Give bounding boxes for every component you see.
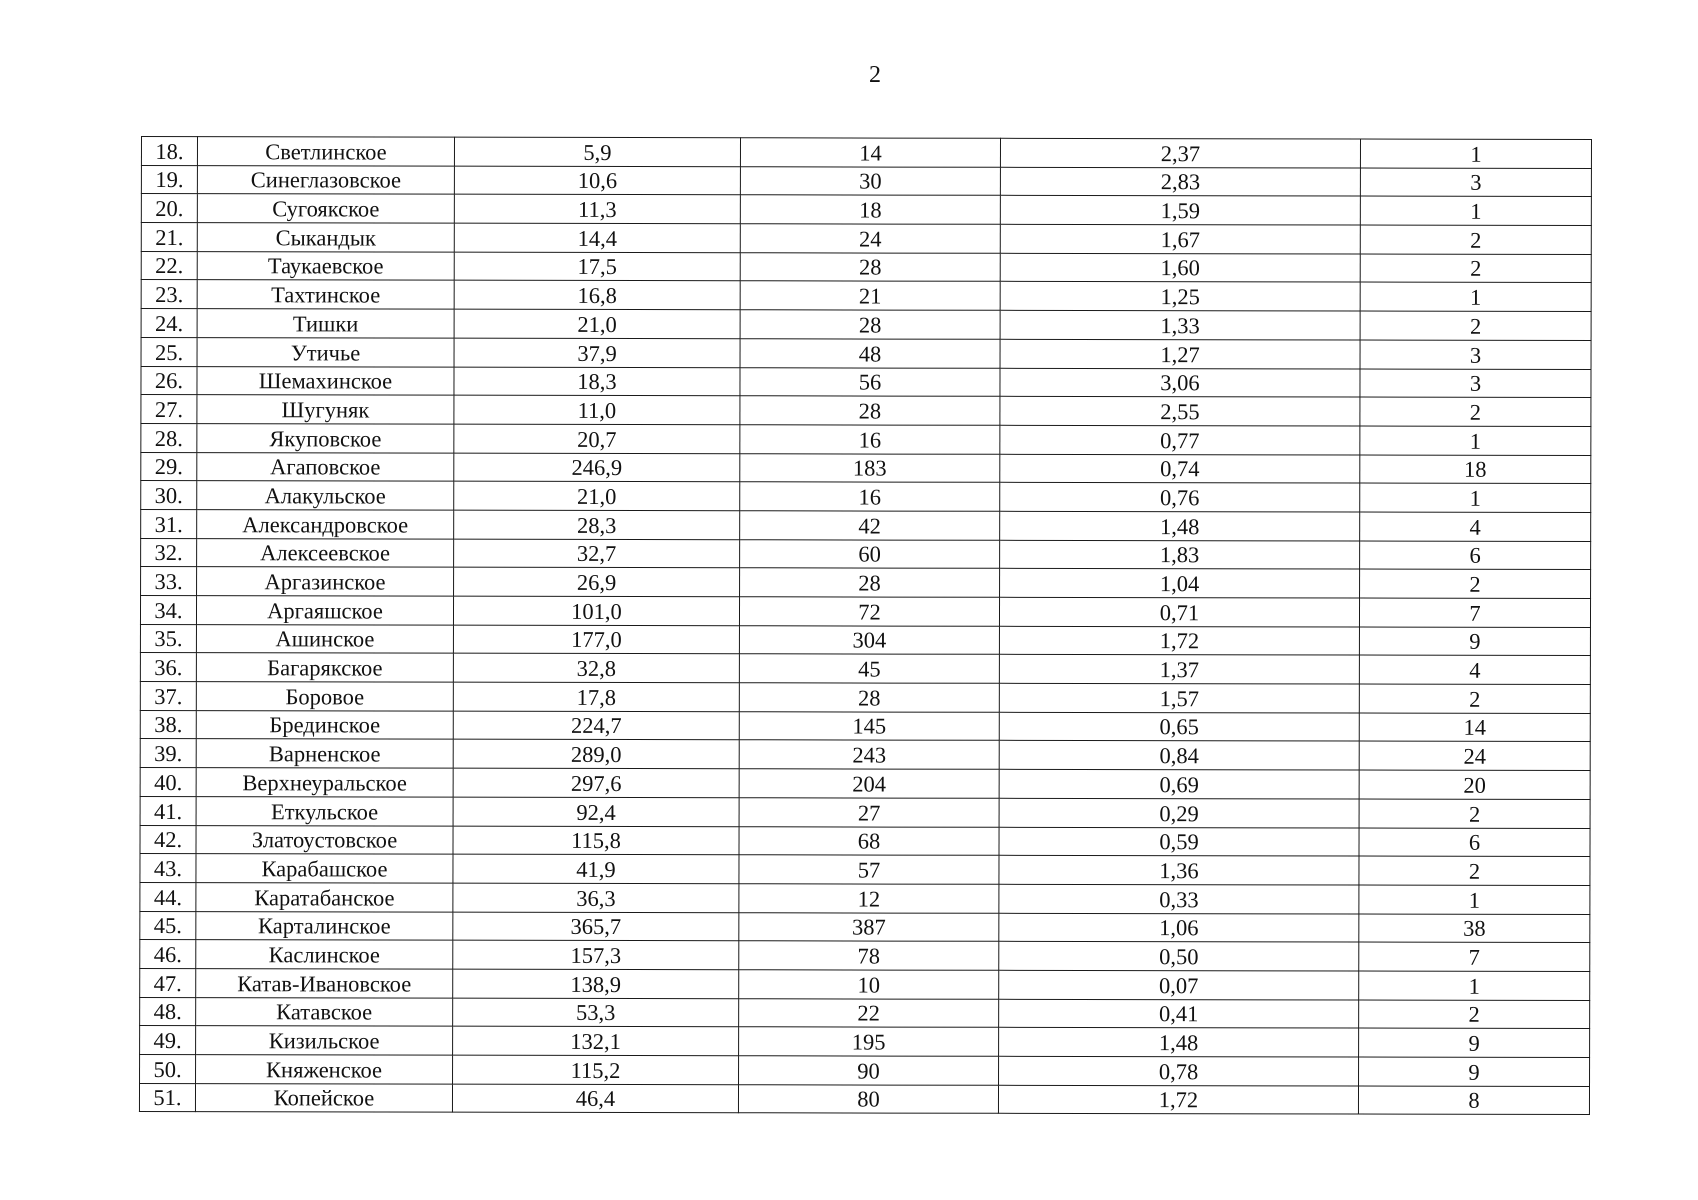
table-row: [141, 366, 1591, 398]
value-4-cell: 7: [1359, 598, 1590, 627]
name-cell: Верхнеуральское: [196, 768, 453, 797]
table-row: [140, 624, 1590, 656]
table-row: [141, 309, 1591, 341]
value-4-cell: 2: [1360, 254, 1591, 283]
value-2-cell: 48: [740, 339, 1000, 368]
value-3-cell: 1,33: [1000, 310, 1360, 339]
row-number-cell: 19.: [141, 165, 197, 194]
value-2-cell: 24: [740, 224, 1000, 253]
table-row: [141, 509, 1591, 541]
table-row: [140, 911, 1590, 943]
value-2-cell: 14: [740, 138, 1000, 167]
row-number-cell: 35.: [140, 624, 196, 653]
value-4-cell: 6: [1359, 828, 1590, 857]
table-row: [140, 739, 1590, 771]
value-4-cell: 4: [1359, 655, 1590, 684]
name-cell: Светлинское: [197, 137, 454, 166]
value-1-cell: 21,0: [454, 309, 740, 338]
value-3-cell: 1,06: [999, 913, 1359, 942]
value-1-cell: 17,8: [453, 682, 739, 711]
name-cell: Якуповское: [197, 423, 454, 452]
name-cell: Агаповское: [197, 452, 454, 481]
value-3-cell: 0,69: [999, 769, 1359, 798]
value-3-cell: 0,76: [1000, 483, 1360, 512]
row-number-cell: 30.: [141, 481, 197, 510]
value-3-cell: 1,48: [999, 1028, 1359, 1057]
value-2-cell: 72: [739, 597, 999, 626]
value-3-cell: 0,74: [1000, 454, 1360, 483]
value-4-cell: 9: [1359, 627, 1590, 656]
value-2-cell: 387: [739, 912, 999, 941]
name-cell: Княженское: [196, 1055, 453, 1084]
name-cell: Багарякское: [196, 653, 453, 682]
row-number-cell: 23.: [141, 280, 197, 309]
name-cell: Кизильское: [196, 1026, 453, 1055]
value-1-cell: 297,6: [453, 768, 739, 797]
value-1-cell: 16,8: [454, 281, 740, 310]
table-row: [141, 538, 1591, 570]
value-4-cell: 2: [1360, 569, 1591, 598]
value-4-cell: 38: [1359, 914, 1590, 943]
value-1-cell: 41,9: [453, 854, 739, 883]
name-cell: Аргаяшское: [196, 596, 453, 625]
row-number-cell: 28.: [141, 423, 197, 452]
table-row: [141, 395, 1591, 427]
row-number-cell: 42.: [140, 825, 196, 854]
table-row: [141, 194, 1591, 226]
value-3-cell: 0,50: [999, 942, 1359, 971]
name-cell: Брединское: [196, 710, 453, 739]
table-row: [140, 682, 1590, 714]
name-cell: Алакульское: [197, 481, 454, 510]
value-2-cell: 42: [740, 511, 1000, 540]
row-number-cell: 46.: [140, 940, 196, 969]
value-4-cell: 1: [1359, 971, 1590, 1000]
value-1-cell: 26,9: [454, 567, 740, 596]
value-2-cell: 80: [738, 1084, 998, 1113]
row-number-cell: 51.: [139, 1083, 195, 1112]
value-4-cell: 24: [1359, 741, 1590, 770]
row-number-cell: 27.: [141, 395, 197, 424]
value-3-cell: 1,57: [999, 683, 1359, 712]
table-row: [141, 137, 1591, 169]
value-1-cell: 10,6: [454, 166, 740, 195]
value-3-cell: 0,84: [999, 741, 1359, 770]
value-2-cell: 12: [739, 884, 999, 913]
value-4-cell: 2: [1359, 856, 1590, 885]
row-number-cell: 41.: [140, 796, 196, 825]
value-3-cell: 0,07: [999, 970, 1359, 999]
row-number-cell: 43.: [140, 854, 196, 883]
value-3-cell: 1,72: [999, 626, 1359, 655]
name-cell: Карабашское: [196, 854, 453, 883]
name-cell: Катав-Ивановское: [196, 969, 453, 998]
value-3-cell: 1,37: [999, 655, 1359, 684]
value-3-cell: 1,83: [1000, 540, 1360, 569]
value-3-cell: 1,04: [1000, 569, 1360, 598]
value-4-cell: 2: [1360, 397, 1591, 426]
value-1-cell: 224,7: [453, 711, 739, 740]
value-2-cell: 243: [739, 740, 999, 769]
value-4-cell: 8: [1358, 1086, 1589, 1115]
value-1-cell: 18,3: [454, 367, 740, 396]
table-row: [140, 882, 1590, 914]
table-row: [141, 223, 1591, 255]
row-number-cell: 22.: [141, 251, 197, 280]
value-4-cell: 2: [1359, 799, 1590, 828]
value-2-cell: 304: [739, 625, 999, 654]
value-4-cell: 2: [1360, 311, 1591, 340]
value-3-cell: 0,33: [999, 884, 1359, 913]
table-row: [140, 653, 1590, 685]
name-cell: Сугоякское: [197, 194, 454, 223]
value-1-cell: 177,0: [453, 625, 739, 654]
value-2-cell: 60: [740, 539, 1000, 568]
value-1-cell: 36,3: [453, 883, 739, 912]
table-body: [139, 137, 1591, 1115]
name-cell: Тишки: [197, 309, 454, 338]
name-cell: Синеглазовское: [197, 165, 454, 194]
value-2-cell: 10: [739, 970, 999, 999]
name-cell: Шемахинское: [197, 366, 454, 395]
value-4-cell: 2: [1359, 684, 1590, 713]
value-3-cell: 0,29: [999, 798, 1359, 827]
value-1-cell: 37,9: [454, 338, 740, 367]
table-row: [141, 567, 1591, 599]
value-3-cell: 1,60: [1000, 253, 1360, 282]
table-row: [140, 1026, 1590, 1058]
row-number-cell: 37.: [140, 682, 196, 711]
name-cell: Еткульское: [196, 796, 453, 825]
value-1-cell: 28,3: [454, 510, 740, 539]
value-1-cell: 21,0: [454, 481, 740, 510]
value-3-cell: 1,27: [1000, 339, 1360, 368]
value-1-cell: 5,9: [454, 137, 740, 166]
value-2-cell: 21: [740, 281, 1000, 310]
value-3-cell: 0,65: [999, 712, 1359, 741]
name-cell: Каратабанское: [196, 882, 453, 911]
value-2-cell: 30: [740, 166, 1000, 195]
value-2-cell: 28: [740, 310, 1000, 339]
value-4-cell: 7: [1359, 942, 1590, 971]
row-number-cell: 18.: [141, 137, 197, 166]
page-number: 2: [869, 62, 881, 88]
value-3-cell: 1,48: [1000, 511, 1360, 540]
row-number-cell: 31.: [141, 509, 197, 538]
table-row: [140, 596, 1590, 628]
table-row: [141, 251, 1591, 283]
value-3-cell: 0,77: [1000, 425, 1360, 454]
value-1-cell: 53,3: [453, 998, 739, 1027]
value-4-cell: 6: [1360, 541, 1591, 570]
value-4-cell: 3: [1360, 168, 1591, 197]
table-row: [140, 796, 1590, 828]
value-1-cell: 14,4: [454, 223, 740, 252]
value-3-cell: 0,59: [999, 827, 1359, 856]
row-number-cell: 47.: [140, 968, 196, 997]
value-4-cell: 1: [1359, 885, 1590, 914]
value-1-cell: 115,8: [453, 826, 739, 855]
value-2-cell: 28: [740, 396, 1000, 425]
value-1-cell: 17,5: [454, 252, 740, 281]
name-cell: Таукаевское: [197, 251, 454, 280]
value-4-cell: 2: [1360, 225, 1591, 254]
value-1-cell: 365,7: [453, 912, 739, 941]
value-1-cell: 132,1: [453, 1026, 739, 1055]
row-number-cell: 45.: [140, 911, 196, 940]
value-2-cell: 56: [740, 367, 1000, 396]
value-2-cell: 78: [739, 941, 999, 970]
value-3-cell: 1,36: [999, 855, 1359, 884]
table-row: [141, 337, 1591, 369]
row-number-cell: 32.: [141, 538, 197, 567]
row-number-cell: 29.: [141, 452, 197, 481]
value-3-cell: 0,71: [999, 597, 1359, 626]
value-3-cell: 1,67: [1000, 224, 1360, 253]
value-2-cell: 195: [739, 1027, 999, 1056]
value-2-cell: 90: [739, 1056, 999, 1085]
value-2-cell: 28: [740, 568, 1000, 597]
row-number-cell: 21.: [141, 223, 197, 252]
name-cell: Копейское: [195, 1083, 452, 1112]
name-cell: Каслинское: [196, 940, 453, 969]
value-1-cell: 46,4: [452, 1084, 738, 1113]
value-2-cell: 204: [739, 769, 999, 798]
value-4-cell: 2: [1359, 1000, 1590, 1029]
row-number-cell: 20.: [141, 194, 197, 223]
value-4-cell: 1: [1360, 426, 1591, 455]
table-row: [140, 968, 1590, 1000]
row-number-cell: 24.: [141, 309, 197, 338]
value-3-cell: 3,06: [1000, 368, 1360, 397]
table-row: [141, 165, 1591, 197]
value-1-cell: 157,3: [453, 940, 739, 969]
value-4-cell: 9: [1359, 1028, 1590, 1057]
value-1-cell: 32,7: [454, 539, 740, 568]
value-3-cell: 0,78: [999, 1056, 1359, 1085]
value-1-cell: 101,0: [453, 596, 739, 625]
name-cell: Карталинское: [196, 911, 453, 940]
row-number-cell: 25.: [141, 337, 197, 366]
table-row: [140, 825, 1590, 857]
value-2-cell: 27: [739, 798, 999, 827]
value-3-cell: 2,55: [1000, 396, 1360, 425]
table-row: [141, 423, 1591, 455]
value-1-cell: 289,0: [453, 740, 739, 769]
name-cell: Сыкандык: [197, 223, 454, 252]
row-number-cell: 44.: [140, 882, 196, 911]
value-4-cell: 9: [1359, 1057, 1590, 1086]
table-row: [140, 710, 1590, 742]
name-cell: Боровое: [196, 682, 453, 711]
value-3-cell: 0,41: [999, 999, 1359, 1028]
value-1-cell: 92,4: [453, 797, 739, 826]
value-4-cell: 1: [1360, 483, 1591, 512]
value-4-cell: 20: [1359, 770, 1590, 799]
name-cell: Катавское: [196, 997, 453, 1026]
name-cell: Тахтинское: [197, 280, 454, 309]
name-cell: Алексеевское: [197, 538, 454, 567]
value-4-cell: 4: [1360, 512, 1591, 541]
value-3-cell: 1,25: [1000, 282, 1360, 311]
row-number-cell: 40.: [140, 768, 196, 797]
value-4-cell: 1: [1360, 196, 1591, 225]
value-3-cell: 2,37: [1000, 138, 1360, 167]
table-row: [141, 481, 1591, 513]
value-2-cell: 28: [740, 253, 1000, 282]
data-table: [139, 136, 1592, 1115]
row-number-cell: 34.: [140, 596, 196, 625]
value-2-cell: 183: [740, 453, 1000, 482]
name-cell: Ашинское: [196, 624, 453, 653]
value-2-cell: 16: [740, 425, 1000, 454]
row-number-cell: 33.: [141, 567, 197, 596]
value-4-cell: 14: [1359, 713, 1590, 742]
value-2-cell: 18: [740, 195, 1000, 224]
value-2-cell: 28: [739, 683, 999, 712]
table-row: [140, 1054, 1590, 1086]
value-4-cell: 3: [1360, 369, 1591, 398]
value-1-cell: 246,9: [454, 453, 740, 482]
row-number-cell: 26.: [141, 366, 197, 395]
row-number-cell: 50.: [140, 1054, 196, 1083]
value-2-cell: 57: [739, 855, 999, 884]
table-row: [140, 940, 1590, 972]
row-number-cell: 48.: [140, 997, 196, 1026]
value-4-cell: 1: [1360, 282, 1591, 311]
name-cell: Утичье: [197, 337, 454, 366]
value-1-cell: 11,3: [454, 195, 740, 224]
value-3-cell: 1,72: [998, 1085, 1358, 1114]
value-4-cell: 18: [1360, 455, 1591, 484]
row-number-cell: 39.: [140, 739, 196, 768]
table-row: [141, 280, 1591, 312]
table-row: [140, 854, 1590, 886]
row-number-cell: 49.: [140, 1026, 196, 1055]
row-number-cell: 36.: [140, 653, 196, 682]
row-number-cell: 38.: [140, 710, 196, 739]
value-2-cell: 68: [739, 826, 999, 855]
value-2-cell: 16: [740, 482, 1000, 511]
table-row: [141, 452, 1591, 484]
value-2-cell: 145: [739, 712, 999, 741]
name-cell: Аргазинское: [197, 567, 454, 596]
value-1-cell: 11,0: [454, 395, 740, 424]
value-4-cell: 1: [1360, 139, 1591, 168]
value-1-cell: 115,2: [453, 1055, 739, 1084]
value-3-cell: 1,59: [1000, 196, 1360, 225]
name-cell: Шугуняк: [197, 395, 454, 424]
name-cell: Александровское: [197, 510, 454, 539]
name-cell: Златоустовское: [196, 825, 453, 854]
table-row: [140, 768, 1590, 800]
value-1-cell: 138,9: [453, 969, 739, 998]
value-2-cell: 45: [739, 654, 999, 683]
value-3-cell: 2,83: [1000, 167, 1360, 196]
table-row: [139, 1083, 1589, 1115]
name-cell: Варненское: [196, 739, 453, 768]
value-2-cell: 22: [739, 998, 999, 1027]
value-1-cell: 32,8: [453, 654, 739, 683]
table-row: [140, 997, 1590, 1029]
value-4-cell: 3: [1360, 340, 1591, 369]
value-1-cell: 20,7: [454, 424, 740, 453]
